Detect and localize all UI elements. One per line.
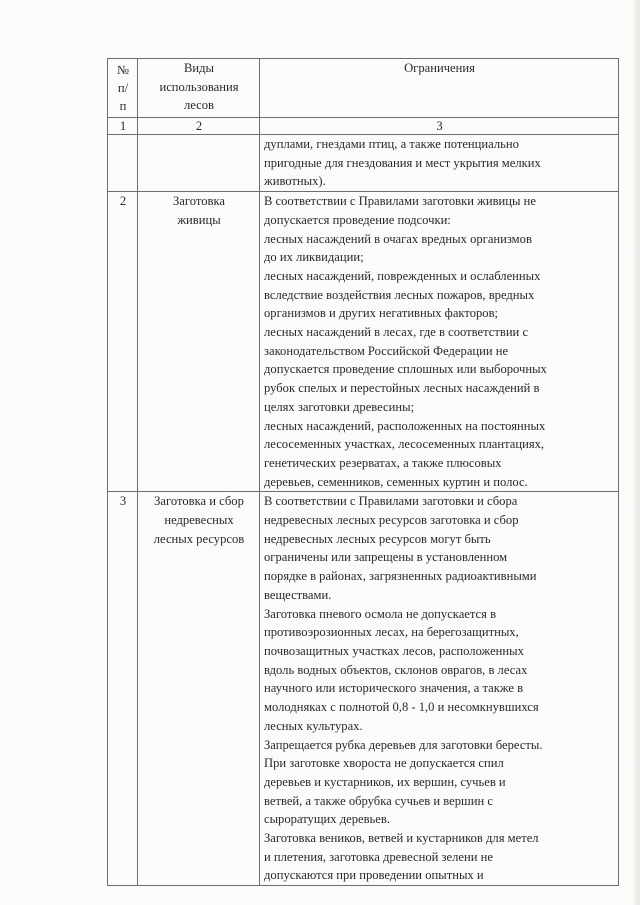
table-row: [108, 135, 619, 192]
row-restrictions: В соответствии с Правилами заготовки живицы не допускается проведение подсочки: лесных насаждений в очагах вредных организмов до их ликвидации; лесных насаждений, поврежденных и ослабленных вследствие воздействия лесных пожаров, вредных организмов и других негативных факторов; лесных насаждений в лесах, где в соответствии с законодательством Российской Федерации не допускается проведение сплошных или выборочных рубок спелых и перестойных лесных насаждений в целях заготовки древесины; лесных насаждений, расположенных на постоянных лесосеменных участках, лесосеменных плантациях, генетических резерватах, а также плюсовых деревьев, семенников, семенных куртин и полос.: [260, 192, 619, 492]
restrictions-table: [107, 58, 619, 886]
header-number: № п/ п: [108, 59, 138, 118]
row-restrictions: дуплами, гнездами птиц, а также потенциально пригодные для гнездования и мест укрытия мелких животных).: [260, 135, 619, 192]
row-usage-type: Заготовка живицы: [138, 192, 260, 492]
row-usage-type: Заготовка и сбор недревесных лесных ресурсов: [138, 492, 260, 886]
row-restrictions: В соответствии с Правилами заготовки и сбора недревесных лесных ресурсов заготовка и сбор недревесных лесных ресурсов могут быть ограничены или запрещены в установленном порядке в районах, загрязненных радиоактивными веществами. Заготовка пневого осмола не допускается в противоэрозионных лесах, на берегозащитных, почвозащитных участках лесов, расположенных вдоль водных объектов, склонов оврагов, в лесах научного или исторического значения, а также в молодняках с полнотой 0,8 - 1,0 и несомкнувшихся лесных культурах. Запрещается рубка деревьев для заготовки бересты. При заготовке хвороста не допускается спил деревьев и кустарников, их вершин, сучьев и ветвей, а также обрубка сучьев и вершин с сыроратущих деревьев. Заготовка веников, ветвей и кустарников для метел и плетения, заготовка древесной зелени не допускаются при проведении опытных и: [260, 492, 619, 886]
header-restrictions: Ограничения: [260, 59, 619, 118]
header-usage-type: Виды использования лесов: [138, 59, 260, 118]
table-header-row: [108, 59, 619, 118]
row-number: [108, 135, 138, 192]
table-row: [108, 492, 619, 886]
page-edge: [634, 0, 640, 905]
column-number: 3: [260, 118, 619, 135]
row-usage-type: [138, 135, 260, 192]
row-number: 3: [108, 492, 138, 886]
column-number: 1: [108, 118, 138, 135]
table-row: [108, 192, 619, 492]
row-number: 2: [108, 192, 138, 492]
column-number-row: [108, 118, 619, 135]
column-number: 2: [138, 118, 260, 135]
